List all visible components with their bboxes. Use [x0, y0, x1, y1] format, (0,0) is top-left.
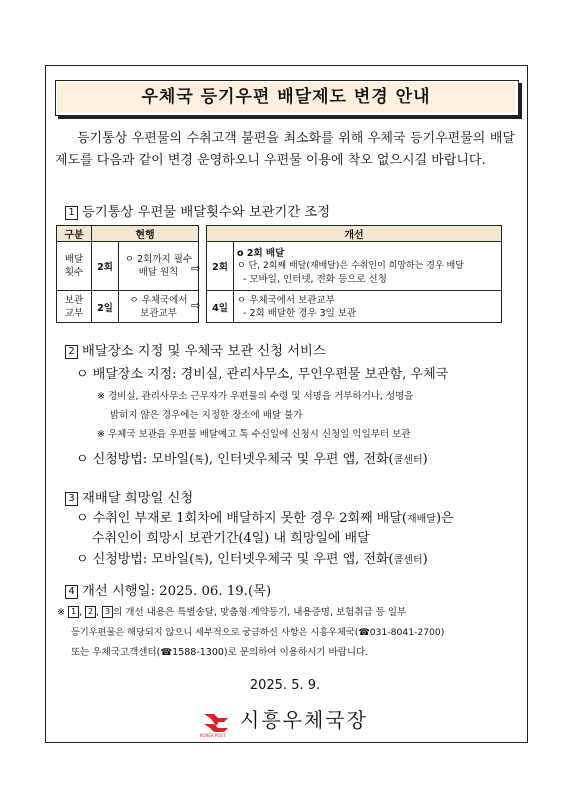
section3-heading	[65, 487, 193, 506]
intro-paragraph: 등기통상 우편물의 수취고객 불편을 최소화를 위해 우체국 등기우편물의 배달제도를 다음과 같이 변경 운영하오니 우편물 이용에 착오 없으시길 바랍니다.	[55, 131, 515, 168]
section4-number: 4	[65, 585, 78, 599]
section1-title: 등기통상 우편물 배달횟수와 보관기간 조정	[82, 205, 331, 220]
section2-note1: ※ 경비실, 관리사무소 근무자가 우편물의 수령 및 서명을 거부하거나, 성명을	[97, 391, 414, 402]
section3-title: 재배달 희망일 신청	[82, 491, 194, 506]
section2-item2: ㅇ 신청방법: 모바일(톡), 인터넷우체국 및 우편 앱, 전화(콜센터)	[76, 452, 428, 467]
section3-item1: ㅇ 수취인 부재로 1회차에 배달하지 못한 경우 2회째 배달(재배달)은	[76, 511, 454, 526]
section4-heading	[65, 580, 271, 599]
section1-heading	[65, 201, 330, 220]
section3-item1-cont: 수취인이 희망시 보관기간(4일) 내 희망일에 배달	[92, 531, 370, 546]
row1-new-text: o 2회 배달 ㅇ 단, 2회째 배달(재배달)은 수취인이 희망하는 경우 배달 - 모바일, 인터넷, 전화 등으로 신청	[234, 242, 502, 291]
row1-label: 배달 횟수	[57, 242, 92, 291]
page-title: 우체국 등기우편 배달제도 변경 안내	[141, 87, 431, 107]
section2-note2: ※ 우체국 보관을 우편물 배달예고 톡 수신일에 신청시 신청일 익일부터 보관	[97, 429, 411, 440]
arrow-right-icon: ⇨	[191, 262, 201, 275]
footnote-line2: 등기우편물은 해당되지 않으니 세부적으로 궁금하신 사항은 시흥우체국(☎031-8041-2700)	[71, 627, 445, 638]
row2-current-text: ㅇ 우체국에서 보관교부	[119, 291, 199, 323]
row1-current-text: ㅇ 2회까지 필수 배달 원칙	[119, 242, 199, 291]
section2-note1b: 밝히지 않은 경우에는 지정한 장소에 배달 불가	[110, 410, 303, 421]
row1-current-num: 2회	[92, 242, 119, 291]
current-table	[56, 225, 199, 323]
issue-date: 2025. 5. 9.	[249, 678, 321, 693]
section3-number: 3	[65, 492, 78, 506]
section1-number: 1	[65, 206, 78, 220]
footnote-line3: 또는 우체국고객센터(☎1588-1300)로 문의하여 이용하시기 바랍니다.	[71, 647, 369, 658]
section2-item1: ㅇ 배달장소 지정: 경비실, 관리사무소, 무인우편물 보관함, 우체국	[76, 367, 449, 382]
section3-item2: ㅇ 신청방법: 모바일(톡), 인터넷우체국 및 우편 앱, 전화(콜센터)	[76, 552, 428, 567]
row1-new-num: 2회	[207, 242, 234, 291]
footnote-line1: ※ 1 , 2 , 3 의 개선 내용은 특별송달, 맞춤형 계약등기, 내용증명, 보험취급 등 일부	[57, 607, 407, 618]
section2-title: 배달장소 지정 및 우체국 보관 신청 서비스	[82, 344, 326, 359]
signature: 시흥우체국장	[240, 708, 368, 732]
header-current: 현행	[92, 226, 199, 242]
header-category: 구분	[57, 226, 92, 242]
section2-heading	[65, 340, 326, 359]
row2-label: 보관 교부	[57, 291, 92, 323]
section4-title: 개선 시행일: 2025. 06. 19.(목)	[82, 584, 272, 599]
row2-current-num: 2일	[92, 291, 119, 323]
korea-post-logo-icon: KOREA POST	[202, 711, 230, 739]
arrow-right-icon: ⇨	[191, 299, 201, 312]
row2-new-text: ㅇ 우체국에서 보관교부 - 2회 배달한 경우 3일 보관	[234, 291, 502, 323]
row2-new-num: 4일	[207, 291, 234, 323]
section2-number: 2	[65, 345, 78, 359]
improved-table	[206, 225, 502, 323]
header-improved: 개선	[207, 226, 502, 242]
